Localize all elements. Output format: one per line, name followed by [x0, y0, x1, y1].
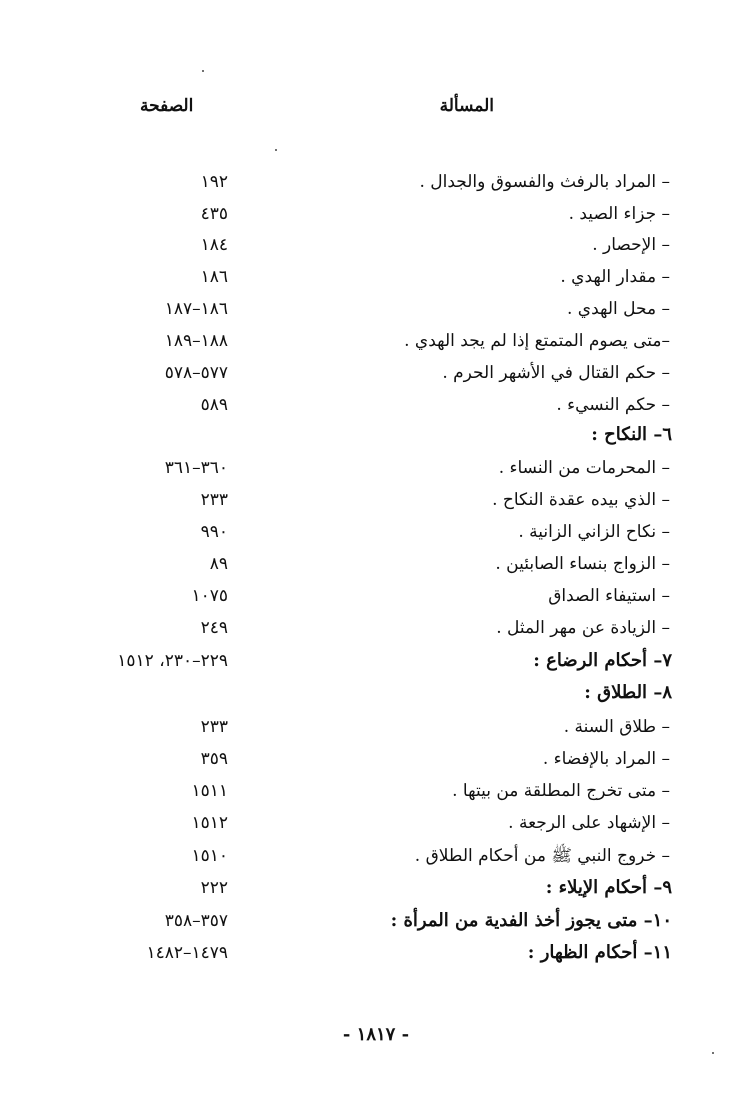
section-row [0, 937, 752, 969]
topic-text: – خروج النبي ﷺ من أحكام الطلاق . [414, 846, 670, 866]
section-heading: ٨– الطلاق : [584, 682, 672, 703]
topic-text: – متى تخرج المطلقة من بيتها . [452, 781, 670, 801]
topic-text: – مقدار الهدي . [560, 267, 670, 287]
page-reference: ٥٨٩ [200, 395, 228, 415]
page-reference: ١٥١٠ [191, 846, 228, 866]
topic-text: – الزواج بنساء الصابئين . [495, 554, 670, 574]
section-heading: ١١– أحكام الظهار : [527, 942, 672, 963]
index-row [0, 325, 752, 357]
index-row [0, 743, 752, 775]
index-row [0, 452, 752, 484]
index-row [0, 389, 752, 421]
index-row [0, 807, 752, 839]
index-row [0, 357, 752, 389]
page-reference: ٩٩٠ [200, 522, 228, 542]
topic-text: –متى يصوم المتمتع إذا لم يجد الهدي . [404, 331, 670, 351]
index-row [0, 516, 752, 548]
page-reference: ١٨٦ [200, 267, 228, 287]
topic-text: – جزاء الصيد . [568, 204, 670, 224]
index-row [0, 840, 752, 872]
page-reference: ٢٢٩–٢٣٠، ١٥١٢ [117, 651, 228, 671]
speck-mark [712, 1052, 714, 1054]
page-reference: ١٩٢ [200, 172, 228, 192]
topic-text: – الإحصار . [592, 235, 670, 255]
index-row [0, 580, 752, 612]
section-heading: ١٠– متى يجوز أخذ الفدية من المرأة : [390, 910, 672, 931]
page-reference: ١٨٦–١٨٧ [164, 299, 228, 319]
topic-text: – الزيادة عن مهر المثل . [496, 618, 670, 638]
page-reference: ١٥١٢ [191, 813, 228, 833]
page-reference: ١٨٨–١٨٩ [164, 331, 228, 351]
section-row [0, 677, 752, 709]
topic-text: – استيفاء الصداق [548, 586, 670, 606]
section-heading: ٧– أحكام الرضاع : [533, 650, 672, 671]
section-row [0, 645, 752, 677]
speck-mark [275, 149, 277, 151]
topic-text: – المراد بالإفضاء . [542, 749, 670, 769]
index-row [0, 548, 752, 580]
section-heading: ٦– النكاح : [591, 424, 672, 445]
speck-mark [202, 70, 204, 72]
topic-text: – حكم القتال في الأشهر الحرم . [442, 363, 670, 383]
section-heading: ٩– أحكام الإيلاء : [545, 877, 672, 898]
topic-text: – المحرمات من النساء . [498, 458, 670, 478]
index-row [0, 261, 752, 293]
page-reference: ٤٣٥ [200, 204, 228, 224]
index-row [0, 229, 752, 261]
index-row [0, 612, 752, 644]
page-reference: ٣٥٩ [200, 749, 228, 769]
topic-text: – محل الهدي . [566, 299, 670, 319]
page-reference: ٨٩ [209, 554, 228, 574]
page-reference: ٢٢٢ [200, 878, 228, 898]
column-header-topic: المسألة [439, 96, 494, 116]
page-reference: ١٥١١ [191, 781, 228, 801]
topic-text: – حكم النسيء . [556, 395, 670, 415]
index-row [0, 711, 752, 743]
page-reference: ٣٥٧–٣٥٨ [164, 911, 228, 931]
section-row [0, 419, 752, 451]
page-reference: ٥٧٧–٥٧٨ [164, 363, 228, 383]
index-row [0, 166, 752, 198]
page-reference: ٣٦٠–٣٦١ [164, 458, 228, 478]
topic-text: – الإشهاد على الرجعة . [508, 813, 670, 833]
topic-text: – الذي بيده عقدة النكاح . [492, 490, 670, 510]
topic-text: – طلاق السنة . [563, 717, 670, 737]
topic-text: – المراد بالرفث والفسوق والجدال . [419, 172, 670, 192]
index-row [0, 484, 752, 516]
index-row [0, 198, 752, 230]
page-reference: ١٨٤ [200, 235, 228, 255]
page-reference: ٢٤٩ [200, 618, 228, 638]
topic-text: – نكاح الزاني الزانية . [518, 522, 670, 542]
page-reference: ٢٣٣ [200, 490, 228, 510]
page-reference: ١٤٧٩–١٤٨٢ [146, 943, 228, 963]
page-number: - ١٨١٧ - [342, 1024, 410, 1045]
index-row [0, 293, 752, 325]
page-reference: ٢٣٣ [200, 717, 228, 737]
page-reference: ١٠٧٥ [191, 586, 228, 606]
section-row [0, 872, 752, 904]
index-row [0, 775, 752, 807]
section-row [0, 905, 752, 937]
column-header-page: الصفحة [140, 96, 194, 116]
